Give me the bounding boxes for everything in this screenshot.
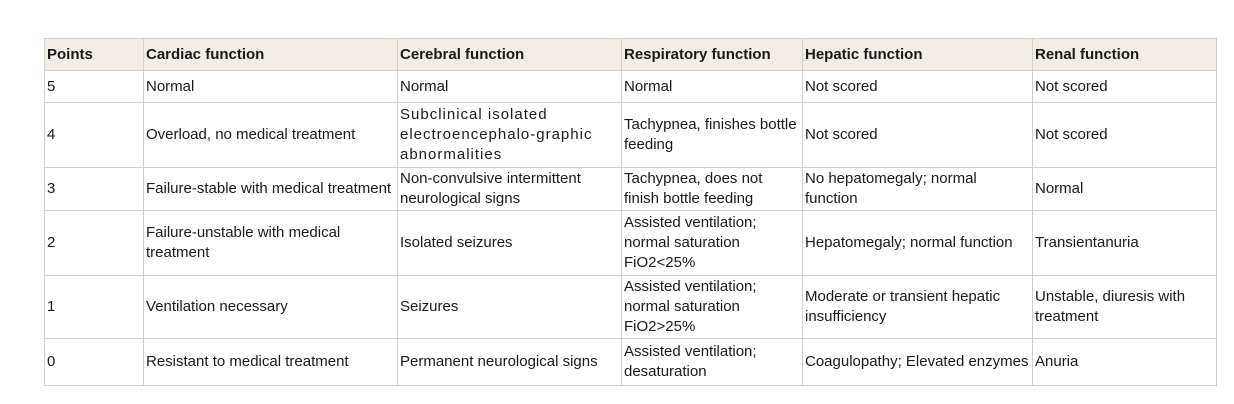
header-renal: Renal function — [1033, 39, 1217, 71]
cell-points: 2 — [45, 211, 144, 276]
cell-respiratory: Assisted ventilation; desaturation — [622, 339, 803, 386]
cell-hepatic: Not scored — [803, 103, 1033, 168]
table-row — [45, 211, 1217, 276]
cell-cerebral: Subclinical isolated electroencephalo-graphic abnormalities — [398, 103, 622, 168]
table-row — [45, 168, 1217, 211]
header-respiratory: Respiratory function — [622, 39, 803, 71]
cell-points: 4 — [45, 103, 144, 168]
table-row — [45, 339, 1217, 386]
table-row — [45, 276, 1217, 339]
cell-points: 3 — [45, 168, 144, 211]
cell-renal: Transientanuria — [1033, 211, 1217, 276]
cell-renal: Unstable, diuresis with treatment — [1033, 276, 1217, 339]
header-cardiac: Cardiac function — [144, 39, 398, 71]
cell-hepatic: Not scored — [803, 71, 1033, 103]
header-cerebral: Cerebral function — [398, 39, 622, 71]
cell-hepatic: Hepatomegaly; normal function — [803, 211, 1033, 276]
table-row — [45, 71, 1217, 103]
cell-cerebral: Seizures — [398, 276, 622, 339]
cell-cardiac: Resistant to medical treatment — [144, 339, 398, 386]
cell-cerebral: Non-convulsive intermittent neurological signs — [398, 168, 622, 211]
cell-cerebral: Normal — [398, 71, 622, 103]
header-row — [45, 39, 1217, 71]
cell-respiratory: Tachypnea, does not finish bottle feeding — [622, 168, 803, 211]
cell-respiratory: Tachypnea, finishes bottle feeding — [622, 103, 803, 168]
cell-hepatic: Moderate or transient hepatic insufficiency — [803, 276, 1033, 339]
header-hepatic: Hepatic function — [803, 39, 1033, 71]
cell-cardiac: Normal — [144, 71, 398, 103]
cell-respiratory: Assisted ventilation; normal saturation FiO2<25% — [622, 211, 803, 276]
cell-renal: Normal — [1033, 168, 1217, 211]
cell-cerebral: Permanent neurological signs — [398, 339, 622, 386]
cell-respiratory: Assisted ventilation; normal saturation FiO2>25% — [622, 276, 803, 339]
cell-points: 5 — [45, 71, 144, 103]
table-row — [45, 103, 1217, 168]
cell-hepatic: Coagulopathy; Elevated enzymes — [803, 339, 1033, 386]
cell-points: 0 — [45, 339, 144, 386]
table-header — [45, 39, 1217, 71]
cell-hepatic: No hepatomegaly; normal function — [803, 168, 1033, 211]
cell-respiratory: Normal — [622, 71, 803, 103]
cell-points: 1 — [45, 276, 144, 339]
table-body — [45, 71, 1217, 386]
cell-renal: Not scored — [1033, 103, 1217, 168]
cell-renal: Anuria — [1033, 339, 1217, 386]
cell-cardiac: Overload, no medical treatment — [144, 103, 398, 168]
cell-renal: Not scored — [1033, 71, 1217, 103]
cell-cardiac: Ventilation necessary — [144, 276, 398, 339]
organ-function-score-table — [44, 38, 1217, 386]
cell-cardiac: Failure-stable with medical treatment — [144, 168, 398, 211]
cell-cardiac: Failure-unstable with medical treatment — [144, 211, 398, 276]
header-points: Points — [45, 39, 144, 71]
cell-cerebral: Isolated seizures — [398, 211, 622, 276]
